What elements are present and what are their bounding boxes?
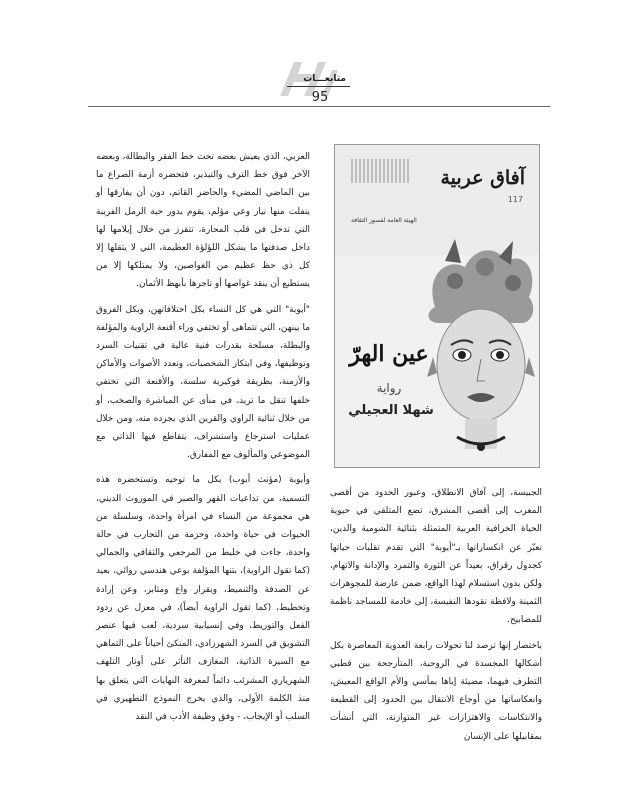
left-paragraph-1: العربي، الذي يعيش بعضه تحت خط الفقر والبطالة، وبعضه الآخر فوق خط الترف والتبذير، فتحضره أزمة الصراع ما بين الماضي المضيء والحاضر القاتم، دون أن يفارقها أو ينفلت منها نيار وعي مؤلم، يقوم بدور حبة الرمل الفريبة التي تدخل في قلب المحارة، تتقرز من خلال إيلامها لها داخل صدفتها ما يشكل اللؤلؤة العظيمة، التي لا يتقلها إلا كل ذي حظ عظيم من الغواصين، ولا يمتلكها إلا من يستطيع أن ينقد غواصها أو تاجرها بأبهظ الأثمان. — [96, 152, 310, 290]
book-author: شهلا العجيلي — [348, 403, 434, 418]
section-label: متابعـــات — [303, 74, 346, 84]
header-rule — [88, 106, 550, 107]
series-number: 117 — [507, 195, 523, 204]
text-column-right — [330, 484, 542, 753]
series-brand-mark — [351, 159, 411, 183]
woman-face-illustration — [415, 237, 540, 468]
book-genre: رواية — [376, 381, 402, 395]
publisher-name: الهيئة العامة لقصور الثقافة — [351, 217, 417, 224]
book-cover-image — [334, 144, 540, 468]
header-short-rule — [287, 86, 350, 87]
right-paragraph-1: الجبيسة، إلى آفاق الانطلاق، وعبور الحدود من أقصى المغرب إلى أقصى المشرق، تضع المتلقي في حيوية الحياة الخرافية العربية المتمثلة بثنائية الشومية والدين، تعبّر عن انكساراتها بـ"أيوبة" التي تقدم تقلبات حياتها كجدول رقراق، بعيداً عن الثورة والتمرد والإدانة والاتهام، ولكن بدون استسلام لهذا الواقع، ضمن عارضة للمجوهرات الثمينة ولافظة نقودها النفيسة، إلى خادمة للمساجد ناظمة للمصابيح. — [330, 488, 542, 626]
text-column-left — [96, 148, 310, 733]
page-number: 95 — [311, 90, 329, 105]
left-paragraph-2: "أيوبة" التي هي كل النساء بكل اختلافاتهن، وبكل الفروق ما بينهن، التي تتماهى أو تختفي وراء أقنعة الراوية والمؤلفة والبطلة، مسلحة بقدرات فنية عالية في تقنيات السرد وتوظيفها، وفي ابتكار الشخصيات، وتعدد الأصوات والأماكن والأزمنة، بطريقة فوكيرية سلسة، والأقنعة التي تختفي خلفها تنقل ما تريد، في منأى عن المباشرة والصخب، أو من خلال ثنائية الراوي والقرين الذي يجرده منه، ومن خلال عمليات استرجاع واستشراف، يتقاطع فيها الذاتي مع الموضوعي والمألوف مع المفارق. — [96, 304, 310, 461]
right-paragraph-2: باختصار إنها ترصد لنا تحولات رابعة العدوية المعاصرة بكل أشكالها المجسدة في الروحية، المتأرجحة بين قطبي التطرف فيهما، مضيئة إياها بمأسي والأم الواقع المعيش، وانعكاساتها من أوجاع الانتقال بين الحدود إلى القطيعة والانتكاسات والاهتزازات غير المتوازنة، التي أنشأت بمقابيلها على الإنسان — [330, 640, 542, 742]
left-paragraph-3: وأيوبة (مؤنث أيوب) بكل ما توحيه وتستحضره هذه التسمية، من تداعيات القهر والصبر في الموروث الديني، هي مجموعة من النساء في امرأة واحدة، وسلسلة من الحيوات في حياة واحدة، وحزمة من التجارب في حالة واحدة، جاءت في خليط من المرجعي والثقافي والجمالي (كما تقول الراوية)، بتنها المؤلفة بوعي هندسي روائي، بعيد عن الصدفة والتنميط، وبقرار واع ومثابر، وعن إرادة وتخطيط، (كما تقول الراوية أيضاً)، في معزل عن ردود الفعل والتوريط، وفي إنسيابية سردية، لعب فيها عنصر التشويق في السرد الشهرزادي، المتكئ أحياناً على التماهي مع السيرة الذاتية، المغازف التأثر على أوتار التلهف الشهرياري المشرئب دائماً لمعرفة النهايات التي يتعلق بها منذ الكلمة الأولى، والذي يخرج النموذج التطهيري في السلب أو الإيجاب، - وفق وظيفة الأدب في النقد — [96, 475, 310, 723]
book-title: عين الهرّ — [349, 341, 429, 367]
series-name: آفاق عربية — [440, 167, 525, 189]
